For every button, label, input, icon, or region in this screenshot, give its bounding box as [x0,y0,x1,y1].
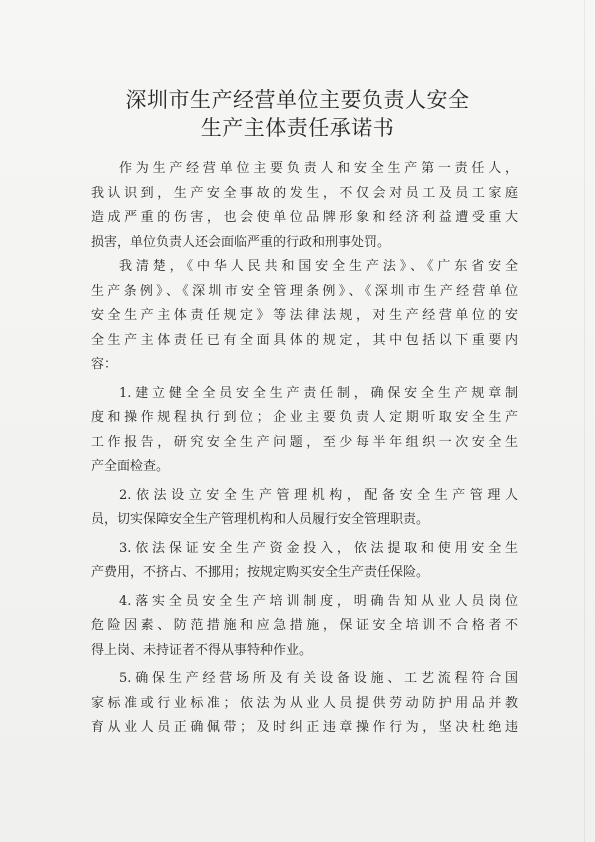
page-fold-line [584,0,585,842]
body-line: 我认识到，生产安全事故的发生，不仅会对员工及员工家庭 [91,185,518,201]
body-line: 我清楚，《中华人民共和国安全生产法》、《广东省安全 [119,259,518,274]
body-line: 家标准或行业标准；依法为从业人员提供劳动防护用品并教 [91,695,518,711]
body-line: 危险因素、防范措施和应急措施，保证安全培训不合格者不 [91,618,518,633]
body-line: 员，切实保障安全生产管理机构和人员履行安全管理职责。 [91,512,430,527]
body-line: 育从业人员正确佩带；及时纠正违章操作行为，坚决杜绝违 [91,720,518,735]
body-line: 4.落实全员安全生产培训制度，明确告知从业人员岗位 [119,593,518,609]
document-body [91,157,518,741]
body-line: 2.依法设立安全生产管理机构，配备安全生产管理人 [119,487,518,503]
body-line: 3.依法保证安全生产资金投入，依法提取和使用安全生 [119,540,518,556]
body-line: 生产条例》、《深圳市安全管理条例》、《深圳市生产经营单位 [91,283,518,299]
document-title-line-1: 深圳市生产经营单位主要负责人安全 [125,88,470,112]
body-line: 容： [91,357,118,372]
body-line: 产费用，不挤占、不挪用；按规定购买安全生产责任保险。 [91,565,430,580]
document-title-line-2: 生产主体责任承诺书 [200,116,395,140]
body-line: 安全生产主体责任规定》等法律法规，对生产经营单位的安 [91,308,518,323]
body-line: 产全面检查。 [91,459,170,474]
body-line: 工作报告，研究安全生产问题，至少每半年组织一次安全生 [91,434,518,450]
body-line: 损害，单位负责人还会面临严重的行政和刑事处罚。 [91,234,391,250]
body-line: 全生产主体责任已有全面具体的规定，其中包括以下重要内 [91,332,518,348]
body-line: 度和操作规程执行到位；企业主要负责人定期听取安全生产 [91,410,518,425]
body-line: 作为生产经营单位主要负责人和安全生产第一责任人， [119,161,518,176]
body-line: 5.确保生产经营场所及有关设备设施、工艺流程符合国 [119,671,518,686]
body-line: 造成严重的伤害，也会使单位品牌形象和经济利益遭受重大 [91,210,518,225]
body-line: 得上岗、未持证者不得从事特种作业。 [91,642,313,658]
body-line: 1.建立健全全员安全生产责任制，确保安全生产规章制 [119,385,518,401]
